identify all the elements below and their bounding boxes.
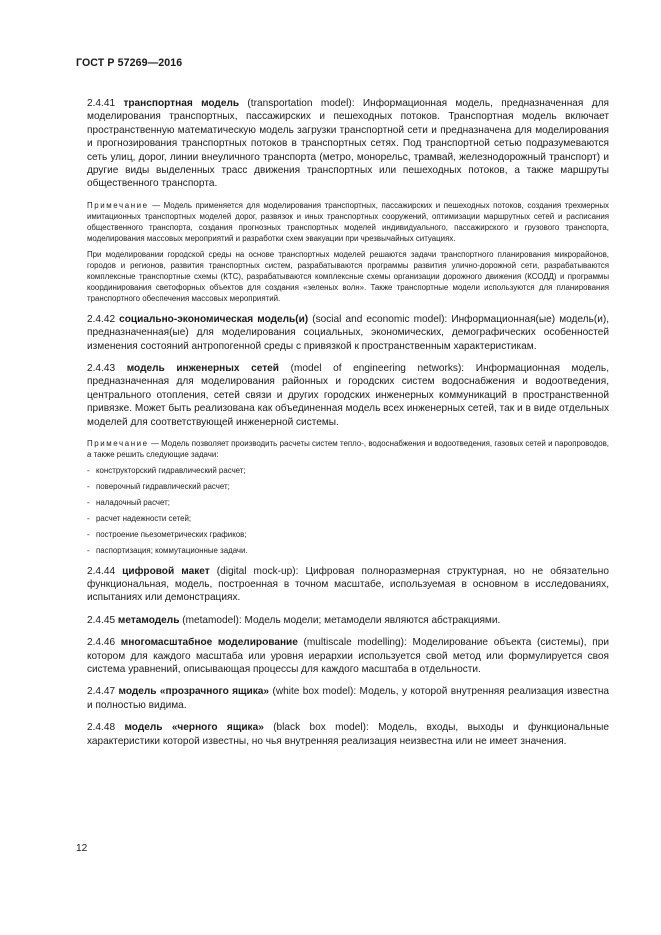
entry-term: метамодель [117,614,180,626]
entry-2-4-46 [87,636,609,676]
entry-term: многомасштабное моделирование [120,637,298,649]
entry-definition: (metamodel): Модель модели; метамодели являются абстракциями. [179,614,501,626]
page-number: 12 [76,843,88,854]
list-item: - паспортизация; коммутационные задачи. [87,545,248,555]
entry-number: 2.4.47 [87,686,116,698]
entry-number: 2.4.48 [87,722,116,734]
entry-term: цифровой макет [122,565,210,577]
entry-number: 2.4.43 [87,363,116,375]
list-item: - построение пьезометрических графиков; [87,529,247,539]
standard-header: ГОСТ Р 57269—2016 [76,57,183,69]
entry-definition: (social and economic model): Информационная(ые) модель(и), предназначенная(ые) для моделирования социальных, экономических, демографических особенностей изменения состояний антропогенной среды с привязкой к пространственным характеристикам. [87,313,610,352]
entry-number: 2.4.46 [87,637,116,649]
note-2-4-41-continued: При моделировании городской среды на основе транспортных моделей решаются задачи транспортного планирования микрорайонов, городов и регионов, развития транспортных систем, разрабатываются программы развития улично-дорожной сети, разрабатываются комплексные транспортные схемы (КТС), разрабатываются комплексные схемы организации дорожного движения (КСОДД) и программы координирования светофорных объектов для создания «зеленых волн». Также транспортные модели используются для планирования транспортного обеспечения массовых мероприятий. [87,249,609,303]
list-item: - конструкторский гидравлический расчет; [87,466,246,476]
entry-2-4-45 [87,614,609,627]
entry-definition: (model of engineering networks): Информационная модель, предназначенная для моделирования районных и городских систем водоснабжения и водоотведения, центрального отопления, сетей связи и других городских инженерных коммуникаций в пространственной привязке. Может быть реализована как объединенная модель всех инженерных сетей, так и в виде отдельных моделей для соответствующей инженерной системы. [87,363,609,428]
list-item: - наладочный расчет; [87,497,170,507]
entry-2-4-41 [87,97,609,191]
entry-definition: (digital mock-up): Цифровая полноразмерная структурная, но не обязательно функциональная, модель, построенная в точном масштабе, используемая в основном в исследованиях, испытаниях или демонстрациях. [87,565,609,604]
document-body [87,97,609,757]
entry-2-4-43 [87,362,609,429]
entry-term: социально-экономическая модель(и) [119,313,309,325]
entry-term: модель инженерных сетей [126,363,279,375]
entry-term: модель «прозрачного ящика» [118,686,270,698]
note-label: Примечание [87,200,149,210]
entry-definition: (transportation model): Информационная модель, предназначенная для моделирования транспортных, пассажирских и пешеходных потоков. Транспортная модель включает пространственную математическую модель загрузки транспортной сети и предназначена для моделирования и прогнозирования транспортных потоков в транспортных сетях. Под транспортной сетью подразумеваются сеть улиц, дорог, линии внеуличного транспорта (метро, монорельс, трамвай, железнодорожный транспорт) и другие виды выделенных трасс движения транспортных или пешеходных потоков, а также маршруты общественного транспорта. [87,98,609,190]
entry-2-4-42 [87,313,609,353]
note-text: — Модель позволяет производить расчеты систем тепло-, водоснабжения и водоотведения, газовых сетей и паропроводов, а также решить следующие задачи: [87,439,609,460]
note-text: — Модель применяется для моделирования транспортных, пассажирских и пешеходных потоков, создания трехмерных имитационных транспортных моделей дорог, развязок и иных транспортных сооружений, оптимизации маршрутных сетей и расписания общественного транспорта, создания прогнозных транспортных моделей индивидуального, пассажирского и грузового транспорта, моделирования массовых мероприятий и разработки схем эвакуации при чрезвычайных ситуациях. [87,200,609,243]
entry-definition: (multiscale modelling): Моделирование объекта (системы), при котором для каждого масштаба или уровня иерархии используется свой метод или формулируется своя система уравнений, описывающая процессы для каждого масштаба в отдельности. [87,637,609,675]
entry-2-4-48 [87,721,609,748]
note-label: Примечание [87,439,149,449]
note-task-list [87,465,609,555]
list-item: - поверочный гидравлический расчет; [87,481,230,491]
entry-term: транспортная модель [123,98,240,109]
entry-number: 2.4.42 [87,313,116,325]
entry-2-4-44 [87,565,609,605]
entry-definition: (white box model): Модель, у которой внутренняя реализация известна и полностью видима. [87,686,610,711]
entry-term: модель «черного ящика» [124,722,264,734]
note-2-4-43 [87,438,609,460]
entry-number: 2.4.41 [87,98,116,109]
list-item: - расчет надежности сетей; [87,513,192,523]
entry-definition: (black box model): Модель, входы, выходы и функциональные характеристики которой известны, но чья внутренняя реализация неизвестна или не имеет значения. [87,722,609,747]
note-2-4-41 [87,200,609,244]
entry-2-4-47 [87,685,609,712]
entry-number: 2.4.44 [87,565,116,577]
entry-number: 2.4.45 [87,614,116,626]
